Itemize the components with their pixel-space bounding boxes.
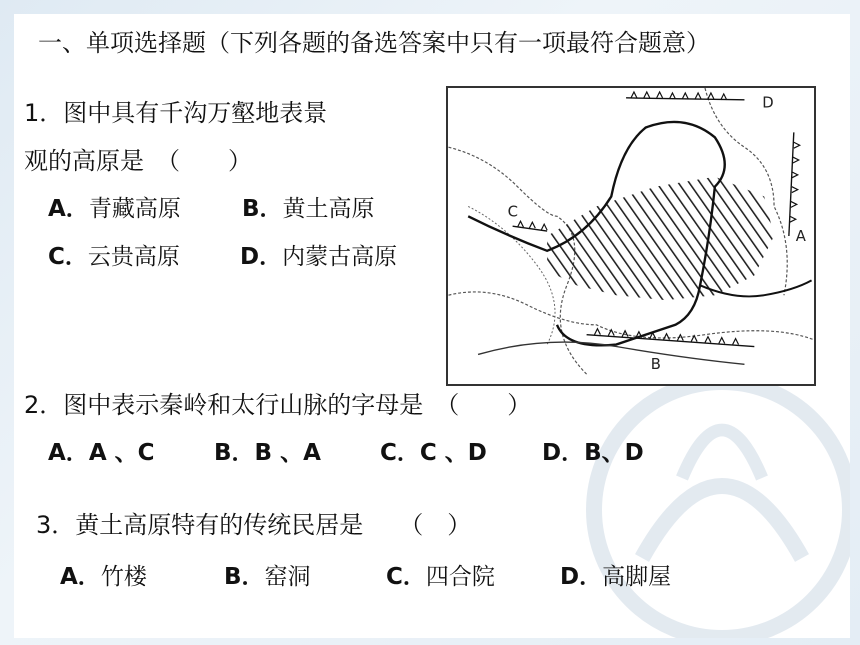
- province-border: [468, 206, 555, 344]
- q2-line: 2．图中表示秦岭和太行山脉的字母是 （ ）: [24, 391, 532, 419]
- option-text: 窑洞: [264, 564, 311, 590]
- q2-option-c[interactable]: [380, 438, 487, 468]
- option-label: D．: [542, 440, 585, 466]
- option-text: 竹楼: [100, 564, 147, 590]
- option-text: 高脚屋: [602, 564, 672, 590]
- loess-plateau-area: [547, 177, 774, 300]
- q2-option-b[interactable]: [214, 438, 321, 468]
- option-text: 四合院: [425, 564, 495, 590]
- province-border: [448, 292, 813, 340]
- q2-option-d[interactable]: [542, 438, 644, 468]
- option-label: C．: [380, 440, 420, 466]
- q2-option-a[interactable]: [48, 438, 155, 468]
- map-label-a: A: [795, 227, 806, 245]
- map-label-d: D: [762, 94, 774, 112]
- q3-option-c[interactable]: [386, 562, 495, 592]
- option-text: 云贵高原: [87, 244, 180, 270]
- option-label: A．: [48, 440, 89, 466]
- q3-option-b[interactable]: [224, 562, 311, 592]
- option-label: A．: [48, 196, 89, 222]
- option-label: C．: [48, 244, 88, 270]
- q1-option-b[interactable]: [242, 194, 375, 224]
- section-header: 一、单项选择题（下列各题的备选答案中只有一项最符合题意）: [38, 29, 710, 57]
- slide: [14, 14, 850, 638]
- q3-option-a[interactable]: [60, 562, 147, 592]
- river: [478, 342, 744, 364]
- loess-plateau-map: [446, 86, 816, 386]
- q1-option-d[interactable]: [240, 242, 397, 272]
- q1-option-a[interactable]: [48, 194, 181, 224]
- q3-line: 3．黄土高原特有的传统民居是 （ ）: [36, 511, 472, 539]
- option-label: A．: [60, 564, 101, 590]
- option-text: C 、D: [419, 440, 487, 466]
- option-text: B、D: [584, 440, 644, 466]
- option-text: A 、C: [88, 440, 155, 466]
- map-label-b: B: [650, 356, 661, 374]
- option-text: 黄土高原: [282, 196, 375, 222]
- q1-line2: 观的高原是 （ ）: [24, 147, 252, 175]
- option-label: B．: [214, 440, 255, 466]
- q3-option-d[interactable]: [560, 562, 671, 592]
- option-label: B．: [224, 564, 265, 590]
- option-label: D．: [240, 244, 283, 270]
- q1-line1: 1．图中具有千沟万壑地表景: [24, 99, 328, 127]
- option-text: B 、A: [254, 440, 321, 466]
- map-label-c: C: [507, 203, 519, 221]
- option-label: B．: [242, 196, 283, 222]
- map-drawing: [448, 88, 814, 384]
- q1-option-c[interactable]: [48, 242, 180, 272]
- option-label: C．: [386, 564, 426, 590]
- option-label: D．: [560, 564, 603, 590]
- option-text: 内蒙古高原: [282, 244, 398, 270]
- option-text: 青藏高原: [88, 196, 181, 222]
